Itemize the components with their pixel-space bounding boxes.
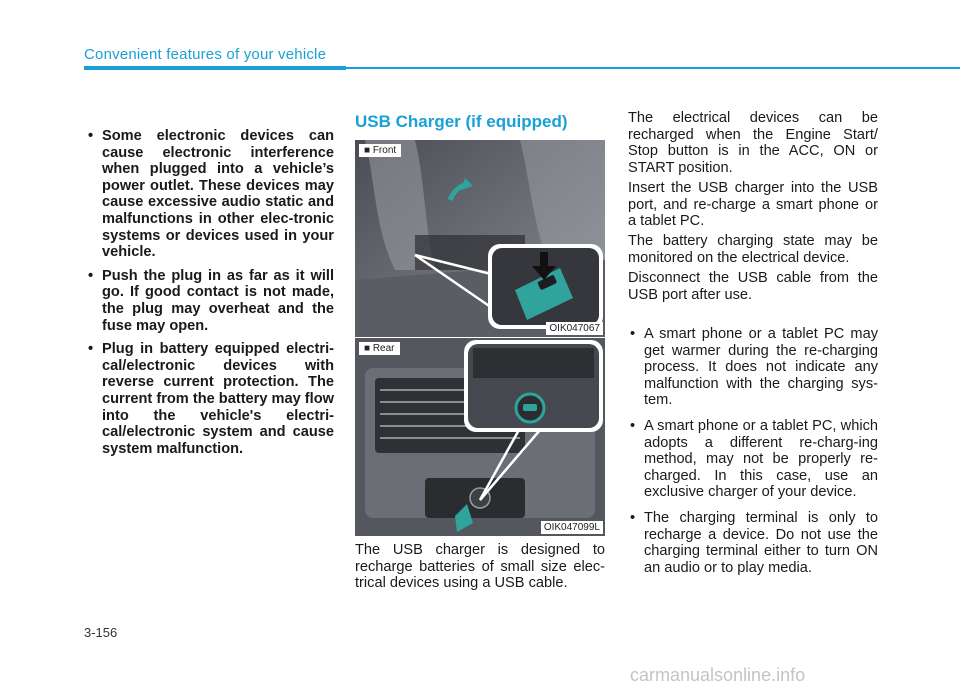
list-item: • Push the plug in as far as it will go. If good contact is not made, the plug may overheat and the fuse may open. <box>86 268 334 334</box>
list-item: • Plug in battery equipped electri-cal/electronic devices with reverse current protection. The current from the battery may flow into the vehicle's electri-cal/electronic system and cause system malfunction. <box>86 341 334 457</box>
paragraph: The battery charging state may be monitored on the electrical device. <box>628 233 878 266</box>
header-rule <box>346 67 960 69</box>
list-item: • A smart phone or a tablet PC, which adopts a different re-charg-ing method, may not be properly re-charged. In this case, use an exclusive charger of your device. <box>628 418 878 501</box>
usb-charger-description: The USB charger is designed to recharge batteries of small size elec-trical devices using a USB cable. <box>355 542 605 592</box>
figure-label-front: ■ Front <box>359 144 401 157</box>
rear-vent-drawing <box>355 338 605 536</box>
usb-charger-heading: USB Charger (if equipped) <box>355 112 568 131</box>
charging-notes-list <box>628 326 878 585</box>
list-item: • A smart phone or a tablet PC may get warmer during the re-charging process. It does not indicate any malfunction with the charging sys-tem. <box>628 326 878 409</box>
page-number: 3-156 <box>84 625 118 640</box>
watermark: carmanualsonline.info <box>630 665 806 685</box>
figure-code-front: OIK047067 <box>546 322 603 335</box>
front-usb-illustration <box>355 140 605 337</box>
section-title: Convenient features of your vehicle <box>84 46 327 63</box>
rear-usb-illustration <box>355 338 605 536</box>
front-console-drawing <box>355 140 605 337</box>
header-rule-accent <box>84 66 346 70</box>
figure-code-rear: OIK047099L <box>541 521 603 534</box>
paragraph: Disconnect the USB cable from the USB port after use. <box>628 270 878 303</box>
paragraph: Insert the USB charger into the USB port, and re-charge a smart phone or a tablet PC. <box>628 180 878 230</box>
warning-list <box>86 128 334 464</box>
paragraph: The electrical devices can be recharged when the Engine Start/ Stop button is in the ACC, ON or START position. <box>628 110 878 176</box>
figure-label-rear: ■ Rear <box>359 342 400 355</box>
list-item: • The charging terminal is only to recharge a device. Do not use the charging terminal either to turn ON an audio or to play media. <box>628 510 878 576</box>
list-item: • Some electronic devices can cause electronic interference when plugged into a vehicle’s power outlet. These devices may cause excessive audio static and malfunctions in other elec-tronic systems or devices used in your vehicle. <box>86 128 334 261</box>
